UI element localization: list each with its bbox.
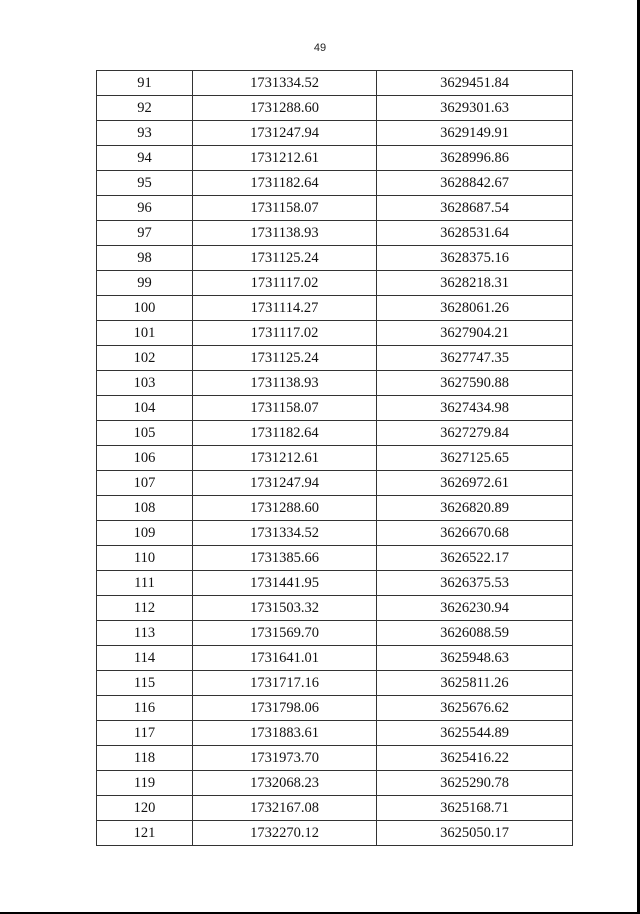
point-index-cell: 95 <box>97 171 193 196</box>
x-coordinate-cell: 1731182.64 <box>193 421 377 446</box>
point-index-cell: 93 <box>97 121 193 146</box>
x-coordinate-cell: 1731114.27 <box>193 296 377 321</box>
table-row <box>97 171 573 196</box>
point-index-cell: 94 <box>97 146 193 171</box>
point-index-cell: 117 <box>97 721 193 746</box>
table-row <box>97 371 573 396</box>
table-row <box>97 446 573 471</box>
x-coordinate-cell: 1731441.95 <box>193 571 377 596</box>
table-row <box>97 221 573 246</box>
y-coordinate-cell: 3627904.21 <box>377 321 573 346</box>
y-coordinate-cell: 3626522.17 <box>377 546 573 571</box>
table-row <box>97 471 573 496</box>
page-number: 49 <box>313 42 327 54</box>
x-coordinate-cell: 1731569.70 <box>193 621 377 646</box>
y-coordinate-cell: 3625416.22 <box>377 746 573 771</box>
x-coordinate-cell: 1731717.16 <box>193 671 377 696</box>
table-row <box>97 496 573 521</box>
y-coordinate-cell: 3627279.84 <box>377 421 573 446</box>
point-index-cell: 98 <box>97 246 193 271</box>
y-coordinate-cell: 3626972.61 <box>377 471 573 496</box>
y-coordinate-cell: 3627434.98 <box>377 396 573 421</box>
table-row <box>97 71 573 96</box>
point-index-cell: 107 <box>97 471 193 496</box>
y-coordinate-cell: 3628218.31 <box>377 271 573 296</box>
table-row <box>97 596 573 621</box>
table-row <box>97 696 573 721</box>
point-index-cell: 112 <box>97 596 193 621</box>
coordinate-table <box>96 70 573 846</box>
table-row <box>97 721 573 746</box>
y-coordinate-cell: 3629451.84 <box>377 71 573 96</box>
x-coordinate-cell: 1731334.52 <box>193 521 377 546</box>
point-index-cell: 101 <box>97 321 193 346</box>
x-coordinate-cell: 1731212.61 <box>193 146 377 171</box>
y-coordinate-cell: 3625290.78 <box>377 771 573 796</box>
point-index-cell: 113 <box>97 621 193 646</box>
y-coordinate-cell: 3626088.59 <box>377 621 573 646</box>
x-coordinate-cell: 1731288.60 <box>193 496 377 521</box>
point-index-cell: 100 <box>97 296 193 321</box>
point-index-cell: 115 <box>97 671 193 696</box>
y-coordinate-cell: 3627125.65 <box>377 446 573 471</box>
x-coordinate-cell: 1731247.94 <box>193 121 377 146</box>
table-row <box>97 521 573 546</box>
y-coordinate-cell: 3626670.68 <box>377 521 573 546</box>
table-row <box>97 671 573 696</box>
y-coordinate-cell: 3625811.26 <box>377 671 573 696</box>
x-coordinate-cell: 1731973.70 <box>193 746 377 771</box>
coordinate-table-body <box>97 71 573 846</box>
point-index-cell: 109 <box>97 521 193 546</box>
x-coordinate-cell: 1731883.61 <box>193 721 377 746</box>
x-coordinate-cell: 1732068.23 <box>193 771 377 796</box>
y-coordinate-cell: 3625168.71 <box>377 796 573 821</box>
table-row <box>97 771 573 796</box>
point-index-cell: 116 <box>97 696 193 721</box>
point-index-cell: 121 <box>97 821 193 846</box>
point-index-cell: 103 <box>97 371 193 396</box>
table-row <box>97 246 573 271</box>
x-coordinate-cell: 1731334.52 <box>193 71 377 96</box>
y-coordinate-cell: 3627747.35 <box>377 346 573 371</box>
x-coordinate-cell: 1731385.66 <box>193 546 377 571</box>
table-row <box>97 296 573 321</box>
table-row <box>97 571 573 596</box>
x-coordinate-cell: 1732167.08 <box>193 796 377 821</box>
table-row <box>97 421 573 446</box>
y-coordinate-cell: 3627590.88 <box>377 371 573 396</box>
point-index-cell: 108 <box>97 496 193 521</box>
table-row <box>97 196 573 221</box>
point-index-cell: 106 <box>97 446 193 471</box>
point-index-cell: 118 <box>97 746 193 771</box>
x-coordinate-cell: 1731503.32 <box>193 596 377 621</box>
y-coordinate-cell: 3629301.63 <box>377 96 573 121</box>
y-coordinate-cell: 3626375.53 <box>377 571 573 596</box>
x-coordinate-cell: 1731117.02 <box>193 271 377 296</box>
x-coordinate-cell: 1731125.24 <box>193 346 377 371</box>
y-coordinate-cell: 3628061.26 <box>377 296 573 321</box>
point-index-cell: 96 <box>97 196 193 221</box>
table-row <box>97 546 573 571</box>
table-row <box>97 796 573 821</box>
table-row <box>97 271 573 296</box>
x-coordinate-cell: 1732270.12 <box>193 821 377 846</box>
table-row <box>97 96 573 121</box>
y-coordinate-cell: 3628687.54 <box>377 196 573 221</box>
point-index-cell: 111 <box>97 571 193 596</box>
point-index-cell: 92 <box>97 96 193 121</box>
table-row <box>97 396 573 421</box>
point-index-cell: 102 <box>97 346 193 371</box>
table-row <box>97 146 573 171</box>
point-index-cell: 120 <box>97 796 193 821</box>
x-coordinate-cell: 1731182.64 <box>193 171 377 196</box>
y-coordinate-cell: 3628375.16 <box>377 246 573 271</box>
x-coordinate-cell: 1731138.93 <box>193 371 377 396</box>
y-coordinate-cell: 3626230.94 <box>377 596 573 621</box>
point-index-cell: 97 <box>97 221 193 246</box>
table-row <box>97 121 573 146</box>
x-coordinate-cell: 1731158.07 <box>193 396 377 421</box>
point-index-cell: 99 <box>97 271 193 296</box>
y-coordinate-cell: 3625050.17 <box>377 821 573 846</box>
x-coordinate-cell: 1731138.93 <box>193 221 377 246</box>
x-coordinate-cell: 1731212.61 <box>193 446 377 471</box>
x-coordinate-cell: 1731288.60 <box>193 96 377 121</box>
table-row <box>97 621 573 646</box>
x-coordinate-cell: 1731247.94 <box>193 471 377 496</box>
table-row <box>97 821 573 846</box>
point-index-cell: 105 <box>97 421 193 446</box>
point-index-cell: 114 <box>97 646 193 671</box>
x-coordinate-cell: 1731125.24 <box>193 246 377 271</box>
y-coordinate-cell: 3625544.89 <box>377 721 573 746</box>
y-coordinate-cell: 3628531.64 <box>377 221 573 246</box>
y-coordinate-cell: 3629149.91 <box>377 121 573 146</box>
y-coordinate-cell: 3628842.67 <box>377 171 573 196</box>
point-index-cell: 104 <box>97 396 193 421</box>
table-row <box>97 346 573 371</box>
table-row <box>97 321 573 346</box>
x-coordinate-cell: 1731117.02 <box>193 321 377 346</box>
table-row <box>97 646 573 671</box>
x-coordinate-cell: 1731798.06 <box>193 696 377 721</box>
x-coordinate-cell: 1731641.01 <box>193 646 377 671</box>
y-coordinate-cell: 3625948.63 <box>377 646 573 671</box>
y-coordinate-cell: 3626820.89 <box>377 496 573 521</box>
point-index-cell: 110 <box>97 546 193 571</box>
y-coordinate-cell: 3628996.86 <box>377 146 573 171</box>
point-index-cell: 91 <box>97 71 193 96</box>
y-coordinate-cell: 3625676.62 <box>377 696 573 721</box>
point-index-cell: 119 <box>97 771 193 796</box>
x-coordinate-cell: 1731158.07 <box>193 196 377 221</box>
table-row <box>97 746 573 771</box>
